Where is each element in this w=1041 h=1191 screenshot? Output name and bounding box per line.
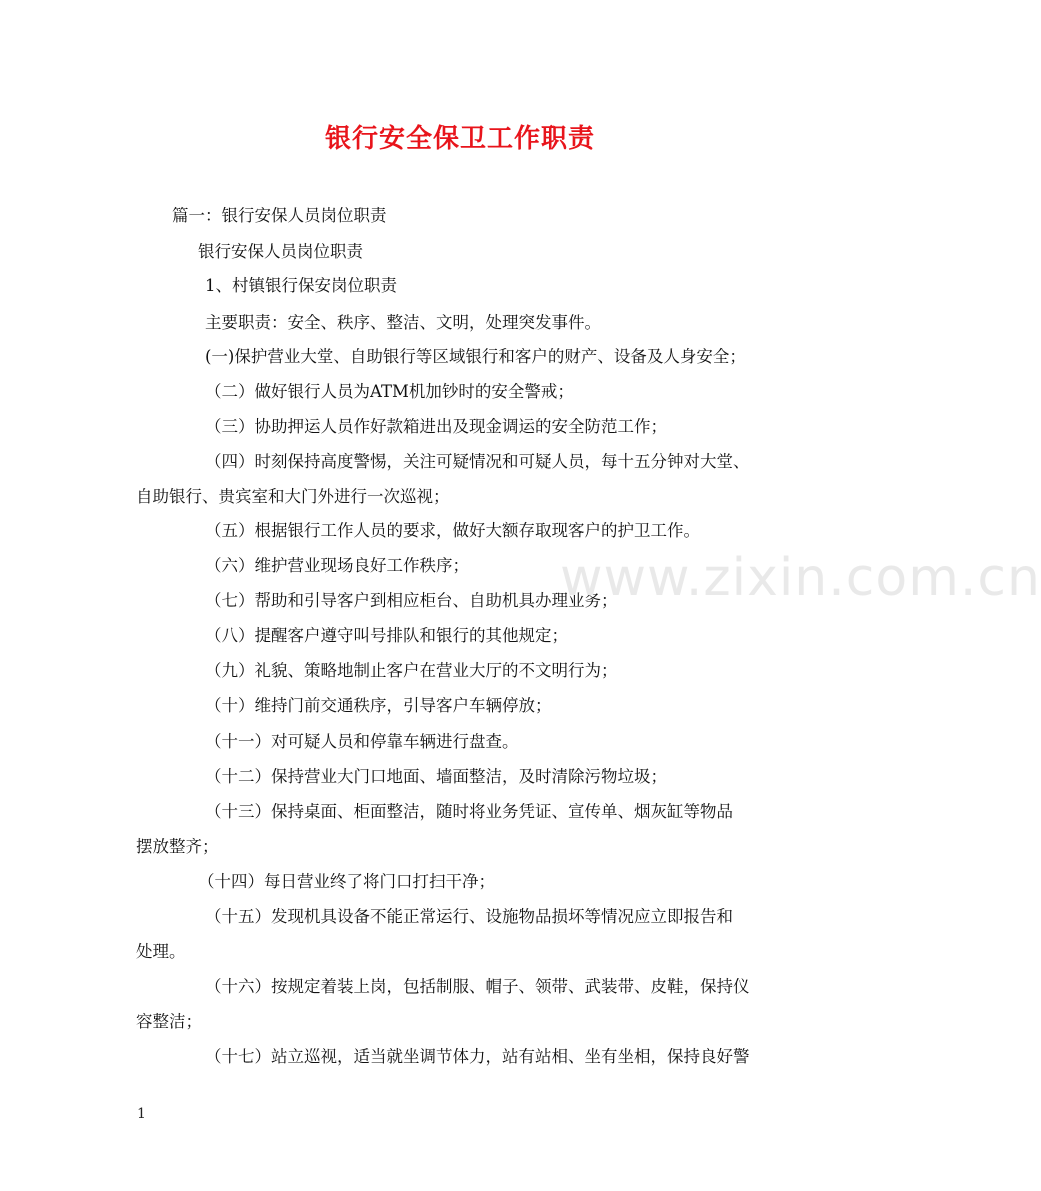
- text-line: （二）做好银行人员为ATM机加钞时的安全警戒；: [205, 382, 574, 401]
- text-line: （十四）每日营业终了将门口打扫干净；: [198, 872, 495, 891]
- text-line: （十一）对可疑人员和停靠车辆进行盘查。: [205, 732, 519, 751]
- text-line: 自助银行、贵宾室和大门外进行一次巡视；: [136, 487, 450, 506]
- text-line: 容整洁；: [136, 1012, 202, 1031]
- text-line: （十七）站立巡视，适当就坐调节体力，站有站相、坐有坐相，保持良好警: [205, 1047, 750, 1066]
- text-line: 1、村镇银行保安岗位职责: [205, 276, 397, 295]
- text-line: 银行安保人员岗位职责: [198, 242, 363, 261]
- text-line: （十三）保持桌面、柜面整洁，随时将业务凭证、宣传单、烟灰缸等物品: [205, 802, 733, 821]
- text-line: 摆放整齐；: [136, 837, 219, 856]
- text-line: （十五）发现机具设备不能正常运行、设施物品损坏等情况应立即报告和: [205, 907, 733, 926]
- text-line: （七）帮助和引导客户到相应柜台、自助机具办理业务；: [205, 591, 618, 610]
- text-line: （五）根据银行工作人员的要求，做好大额存取现客户的护卫工作。: [205, 521, 700, 540]
- text-line: （十）维持门前交通秩序，引导客户车辆停放；: [205, 696, 552, 715]
- text-line: （三）协助押运人员作好款箱进出及现金调运的安全防范工作；: [205, 417, 667, 436]
- page-number: 1: [137, 1106, 146, 1122]
- watermark: www.zixin.com.cn: [560, 548, 1041, 608]
- text-line: （六）维护营业现场良好工作秩序；: [205, 556, 469, 575]
- text-line: （十二）保持营业大门口地面、墙面整洁，及时清除污物垃圾；: [205, 767, 667, 786]
- text-line: （十六）按规定着装上岗，包括制服、帽子、领带、武装带、皮鞋，保持仪: [205, 977, 750, 996]
- text-line: （八）提醒客户遵守叫号排队和银行的其他规定；: [205, 626, 568, 645]
- text-line: （九）礼貌、策略地制止客户在营业大厅的不文明行为；: [205, 661, 618, 680]
- document-title: 银行安全保卫工作职责: [324, 124, 595, 154]
- text-line: 处理。: [136, 942, 186, 961]
- text-line: （四）时刻保持高度警惕，关注可疑情况和可疑人员，每十五分钟对大堂、: [205, 452, 750, 471]
- text-line: 篇一：银行安保人员岗位职责: [172, 206, 387, 225]
- text-line: (一)保护营业大堂、自助银行等区域银行和客户的财产、设备及人身安全；: [205, 347, 746, 366]
- text-line: 主要职责：安全、秩序、整洁、文明，处理突发事件。: [205, 313, 601, 332]
